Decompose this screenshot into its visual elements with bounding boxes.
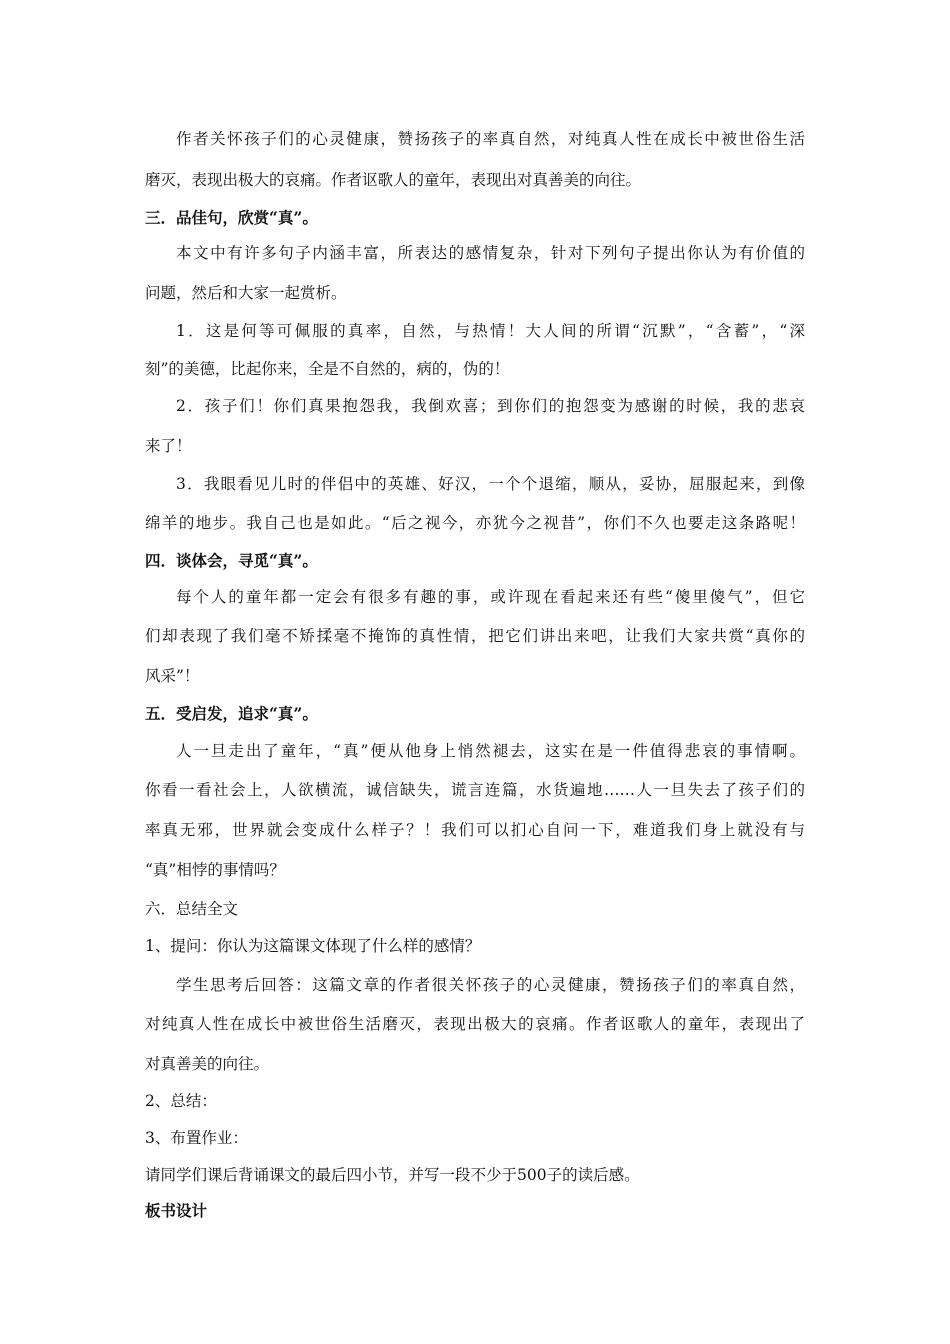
paragraph-line: “真”相悖的事情吗？ [145,861,285,879]
paragraph-line: 人一旦走出了童年，“真”便从他身上悄然褪去，这实在是一件值得悲哀的事情啊。 [176,742,805,760]
section-heading: 板书设计 [145,1201,208,1220]
section-heading: 五．受启发，追求“真”。 [145,704,318,723]
paragraph-line: 你看一看社会上，人欲横流，诚信缺失，谎言连篇，水货遍地……人一旦失去了孩子们的 [145,781,805,799]
paragraph-line: 学生思考后回答：这篇文章的作者很关怀孩子的心灵健康，赞扬孩子们的率真自然， [176,976,805,994]
paragraph-line: 2、总结： [145,1092,217,1110]
paragraph-line: 率真无邪，世界就会变成什么样子？！我们可以扪心自问一下，难道我们身上就没有与 [145,821,805,839]
paragraph-line: 请同学们课后背诵课文的最后四小节，并写一段不少于500子的读后感。 [145,1166,640,1184]
paragraph-line: 每个人的童年都一定会有很多有趣的事，或许现在看起来还有些“傻里傻气”，但它 [176,588,805,606]
quote-line: 刻”的美德，比起你来，全是不自然的，病的，伪的！ [145,360,510,378]
paragraph-line: 本文中有许多句子内涵丰富，所表达的感情复杂，针对下列句子提出你认为有价值的 [176,244,805,262]
quote-line: 2．孩子们！你们真果抱怨我，我倒欢喜；到你们的抱怨变为感谢的时候，我的悲哀 [176,397,805,415]
quote-line: 3．我眼看见儿时的伴侣中的英雄、好汉，一个个退缩，顺从，妥协，屈服起来，到像 [176,475,805,493]
section-heading: 三．品佳句，欣赏“真”。 [145,208,318,227]
paragraph-line: 对纯真人性在成长中被世俗生活磨灭，表现出极大的哀痛。作者讴歌人的童年，表现出了 [145,1015,805,1033]
quote-line: 来了！ [145,437,192,455]
section-heading: 六．总结全文 [145,900,239,918]
paragraph-line: 磨灭，表现出极大的哀痛。作者讴歌人的童年，表现出对真善美的向往。 [145,171,642,189]
paragraph-line: 3、布置作业： [145,1129,248,1147]
section-heading: 四．谈体会，寻觅“真”。 [145,551,318,570]
paragraph-line: 风采”！ [145,667,200,685]
paragraph-line: 1、提问：你认为这篇课文体现了什么样的感情？ [145,937,481,955]
paragraph-line: 问题，然后和大家一起赏析。 [145,284,347,302]
paragraph-line: 对真善美的向往。 [145,1055,270,1073]
quote-line: 1．这是何等可佩服的真率，自然，与热情！大人间的所谓“沉默”，“含蓄”，“深 [176,322,805,340]
paragraph-line: 作者关怀孩子们的心灵健康，赞扬孩子的率真自然，对纯真人性在成长中被世俗生活 [176,130,805,148]
quote-line: 绵羊的地步。我自己也是如此。“后之视今，亦犹今之视昔”，你们不久也要走这条路呢！ [145,514,805,532]
paragraph-line: 们却表现了我们毫不矫揉毫不掩饰的真性情，把它们讲出来吧，让我们大家共赏“真你的 [145,627,805,645]
